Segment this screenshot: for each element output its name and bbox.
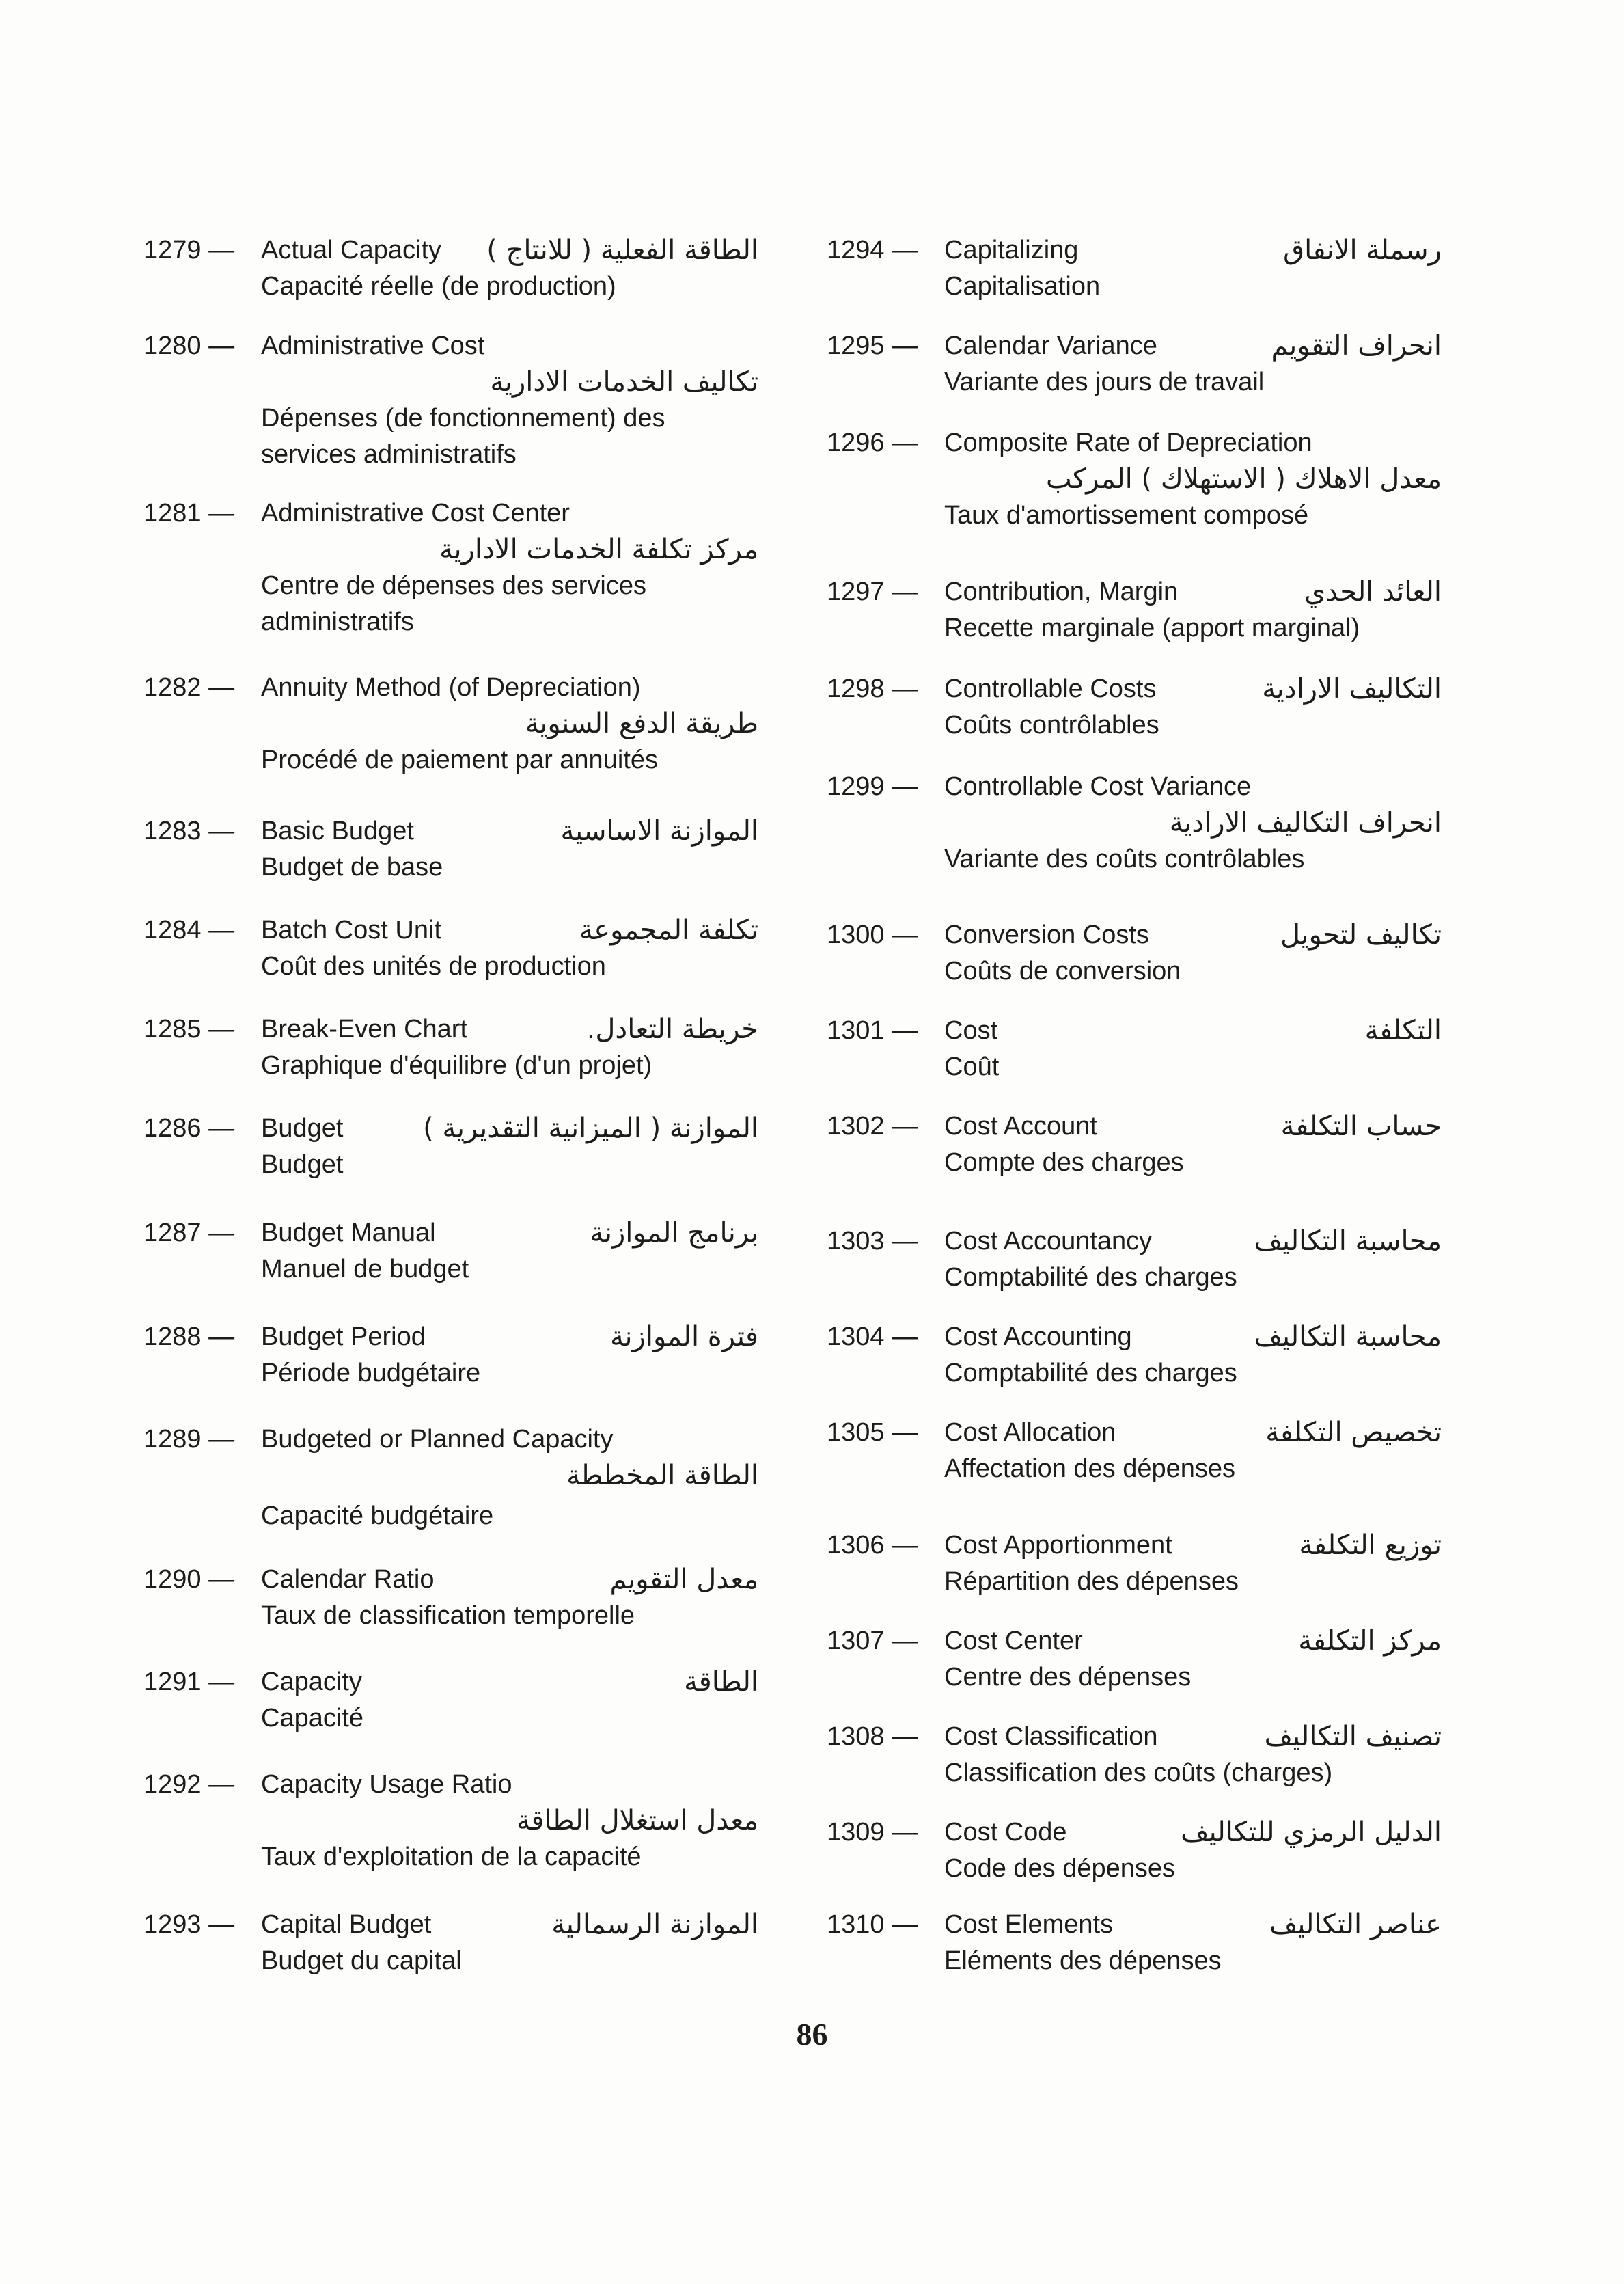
arabic-term: تخصيص التكلفة [1265, 1417, 1442, 1448]
french-term: Classification des coûts (charges) [944, 1758, 1333, 1787]
page-number: 86 [796, 2017, 828, 2052]
entry-number: 1280 — [143, 331, 235, 360]
entry-number: 1307 — [827, 1627, 918, 1655]
french-term: Budget de base [261, 853, 443, 882]
glossary-entry [827, 232, 1442, 305]
glossary-entry [827, 671, 1442, 744]
french-term: Coût des unités de production [261, 952, 606, 981]
english-term: Batch Cost Unit [261, 916, 441, 944]
french-term: Procédé de paiement par annuités [261, 746, 658, 774]
left-column [143, 0, 758, 2050]
entry-number: 1304 — [827, 1322, 918, 1351]
arabic-term: الموازنة الاساسية [560, 815, 758, 847]
english-term: Budgeted or Planned Capacity [261, 1425, 614, 1454]
entry-number: 1290 — [143, 1565, 235, 1594]
french-term: Répartition des dépenses [944, 1567, 1239, 1596]
entry-number: 1279 — [143, 236, 235, 264]
arabic-term: معدل الاهلاك ( الاستهلاك ) المركب [1045, 463, 1442, 495]
french-term: Affectation des dépenses [944, 1454, 1236, 1483]
english-term: Calendar Ratio [261, 1565, 435, 1594]
entry-number: 1303 — [827, 1227, 918, 1255]
glossary-entry [143, 1562, 758, 1634]
glossary-entry [143, 912, 758, 985]
glossary-entry [827, 917, 1442, 990]
french-term: Capacité réelle (de production) [261, 272, 616, 301]
arabic-term: تكاليف الخدمات الادارية [490, 366, 758, 398]
glossary-entry [143, 1215, 758, 1288]
arabic-term: معدل التقويم [609, 1564, 758, 1595]
entry-number: 1295 — [827, 331, 918, 360]
glossary-entry [827, 1814, 1442, 1887]
arabic-term: الطاقة [684, 1666, 758, 1698]
glossary-entry [827, 1623, 1442, 1696]
english-term: Capacity [261, 1668, 362, 1696]
french-term: Code des dépenses [944, 1854, 1176, 1883]
glossary-entry [143, 1319, 758, 1391]
glossary-entry [143, 1011, 758, 1084]
french-term: Variante des jours de travail [944, 368, 1265, 396]
arabic-term: الموازنة ( الميزانية التقديرية ) [423, 1113, 758, 1144]
english-term: Cost Center [944, 1627, 1083, 1655]
arabic-term: انحراف التكاليف الارادية [1169, 807, 1442, 839]
english-term: Conversion Costs [944, 921, 1149, 949]
glossary-entry [827, 769, 1442, 878]
french-term: Manuel de budget [261, 1255, 469, 1283]
french-term: Eléments des dépenses [944, 1946, 1222, 1975]
arabic-term: طريقة الدفع السنوية [525, 708, 758, 739]
entry-number: 1298 — [827, 675, 918, 703]
english-term: Annuity Method (of Depreciation) [261, 673, 641, 702]
french-term: Coût [944, 1052, 1000, 1081]
french-term: Budget du capital [261, 1946, 462, 1975]
english-term: Capital Budget [261, 1910, 432, 1939]
entry-number: 1300 — [827, 921, 918, 949]
arabic-term: الطاقة المخططة [566, 1460, 758, 1491]
entry-number: 1299 — [827, 772, 918, 801]
english-term: Actual Capacity [261, 236, 442, 264]
entry-number: 1289 — [143, 1425, 235, 1454]
glossary-entry [827, 1415, 1442, 1487]
glossary-entry [827, 1223, 1442, 1296]
french-term: Dépenses (de fonctionnement) des services administratifs [261, 404, 665, 469]
glossary-entry [143, 328, 758, 473]
french-term: Capacité [261, 1704, 363, 1732]
arabic-term: التكلفة [1364, 1015, 1442, 1046]
glossary-entry [143, 1907, 758, 1979]
english-term: Budget Manual [261, 1219, 436, 1247]
entry-number: 1309 — [827, 1818, 918, 1847]
arabic-term: مركز تكلفة الخدمات الادارية [439, 534, 758, 565]
arabic-term: حساب التكلفة [1280, 1111, 1442, 1142]
arabic-term: محاسبة التكاليف [1254, 1225, 1442, 1257]
french-term: Recette marginale (apport marginal) [944, 614, 1360, 642]
french-term: Compte des charges [944, 1148, 1184, 1177]
glossary-entry [143, 813, 758, 886]
french-term: Coûts contrôlables [944, 711, 1159, 739]
french-term: Taux de classification temporelle [261, 1601, 635, 1630]
french-term: Taux d'exploitation de la capacité [261, 1843, 642, 1871]
entry-number: 1306 — [827, 1531, 918, 1560]
arabic-term: خريطة التعادل. [586, 1014, 758, 1045]
french-term: Graphique d'équilibre (d'un projet) [261, 1051, 652, 1080]
entry-number: 1288 — [143, 1322, 235, 1351]
french-term: Taux d'amortissement composé [944, 501, 1309, 530]
glossary-entry [827, 1319, 1442, 1391]
english-term: Cost Accountancy [944, 1227, 1153, 1255]
entry-number: 1301 — [827, 1016, 918, 1045]
entry-number: 1293 — [143, 1910, 235, 1939]
arabic-term: محاسبة التكاليف [1254, 1321, 1442, 1352]
entry-number: 1286 — [143, 1114, 235, 1143]
entry-number: 1282 — [143, 673, 235, 702]
french-term: Comptabilité des charges [944, 1263, 1237, 1292]
glossary-entry [827, 328, 1442, 400]
french-term: Variante des coûts contrôlables [944, 845, 1305, 873]
glossary-entry [827, 1013, 1442, 1085]
french-term: Centre de dépenses des services administratifs [261, 571, 646, 636]
english-term: Capacity Usage Ratio [261, 1770, 512, 1799]
glossary-entry [827, 1527, 1442, 1600]
entry-number: 1308 — [827, 1722, 918, 1751]
french-term: Capitalisation [944, 272, 1101, 301]
french-term: Capacité budgétaire [261, 1501, 494, 1530]
arabic-term: العائد الحدي [1304, 576, 1442, 608]
arabic-term: التكاليف الارادية [1262, 673, 1442, 705]
french-term: Coûts de conversion [944, 957, 1181, 985]
glossary-entry [143, 1111, 758, 1183]
glossary-entry [143, 495, 758, 640]
arabic-term: الموازنة الرسمالية [551, 1909, 758, 1940]
english-term: Cost Account [944, 1112, 1097, 1141]
english-term: Cost Accounting [944, 1322, 1132, 1351]
entry-number: 1302 — [827, 1112, 918, 1141]
english-term: Cost [944, 1016, 998, 1045]
english-term: Cost Code [944, 1818, 1067, 1847]
arabic-term: انحراف التقويم [1271, 330, 1442, 362]
arabic-term: تكاليف لتحويل [1280, 919, 1442, 951]
english-term: Administrative Cost Center [261, 499, 570, 528]
english-term: Administrative Cost [261, 331, 485, 360]
arabic-term: مركز التكلفة [1298, 1625, 1442, 1657]
glossary-entry [827, 1907, 1442, 1979]
arabic-term: تصنيف التكاليف [1264, 1721, 1442, 1752]
entry-number: 1292 — [143, 1770, 235, 1799]
glossary-entry [827, 1719, 1442, 1791]
french-term: Centre des dépenses [944, 1663, 1192, 1691]
glossary-entry [143, 1422, 758, 1534]
entry-number: 1297 — [827, 577, 918, 606]
arabic-term: توزيع التكلفة [1299, 1530, 1442, 1561]
entry-number: 1283 — [143, 817, 235, 845]
arabic-term: فترة الموازنة [609, 1321, 758, 1352]
entry-number: 1294 — [827, 236, 918, 264]
entry-number: 1281 — [143, 499, 235, 528]
english-term: Break-Even Chart [261, 1015, 468, 1044]
arabic-term: الدليل الرمزي للتكاليف [1181, 1817, 1442, 1848]
arabic-term: معدل استغلال الطاقة [516, 1805, 758, 1836]
arabic-term: الطاقة الفعلية ( للانتاج ) [486, 234, 758, 266]
english-term: Cost Classification [944, 1722, 1158, 1751]
arabic-term: تكلفة المجموعة [579, 914, 758, 946]
english-term: Composite Rate of Depreciation [944, 429, 1312, 457]
english-term: Budget Period [261, 1322, 426, 1351]
glossary-entry [143, 1664, 758, 1737]
glossary-entry [827, 574, 1442, 647]
arabic-term: رسملة الانفاق [1283, 234, 1442, 266]
english-term: Cost Apportionment [944, 1531, 1172, 1560]
glossary-entry [827, 1109, 1442, 1181]
entry-number: 1285 — [143, 1015, 235, 1044]
english-term: Calendar Variance [944, 331, 1157, 360]
glossary-entry [143, 670, 758, 778]
entry-number: 1296 — [827, 429, 918, 457]
english-term: Controllable Costs [944, 675, 1157, 703]
entry-number: 1291 — [143, 1668, 235, 1696]
english-term: Cost Allocation [944, 1418, 1116, 1447]
entry-number: 1287 — [143, 1219, 235, 1247]
french-term: Comptabilité des charges [944, 1359, 1237, 1387]
english-term: Budget [261, 1114, 344, 1143]
english-term: Cost Elements [944, 1910, 1114, 1939]
arabic-term: برنامج الموازنة [590, 1217, 758, 1249]
french-term: Budget [261, 1150, 344, 1179]
entry-number: 1284 — [143, 916, 235, 944]
english-term: Basic Budget [261, 817, 414, 845]
entry-number: 1310 — [827, 1910, 918, 1939]
glossary-entry [143, 232, 758, 305]
english-term: Controllable Cost Variance [944, 772, 1252, 801]
right-column [827, 0, 1442, 2050]
glossary-entry [827, 425, 1442, 534]
english-term: Capitalizing [944, 236, 1079, 264]
entry-number: 1305 — [827, 1418, 918, 1447]
glossary-entry [143, 1767, 758, 1875]
arabic-term: عناصر التكاليف [1269, 1909, 1442, 1940]
english-term: Contribution, Margin [944, 577, 1179, 606]
french-term: Période budgétaire [261, 1359, 481, 1387]
